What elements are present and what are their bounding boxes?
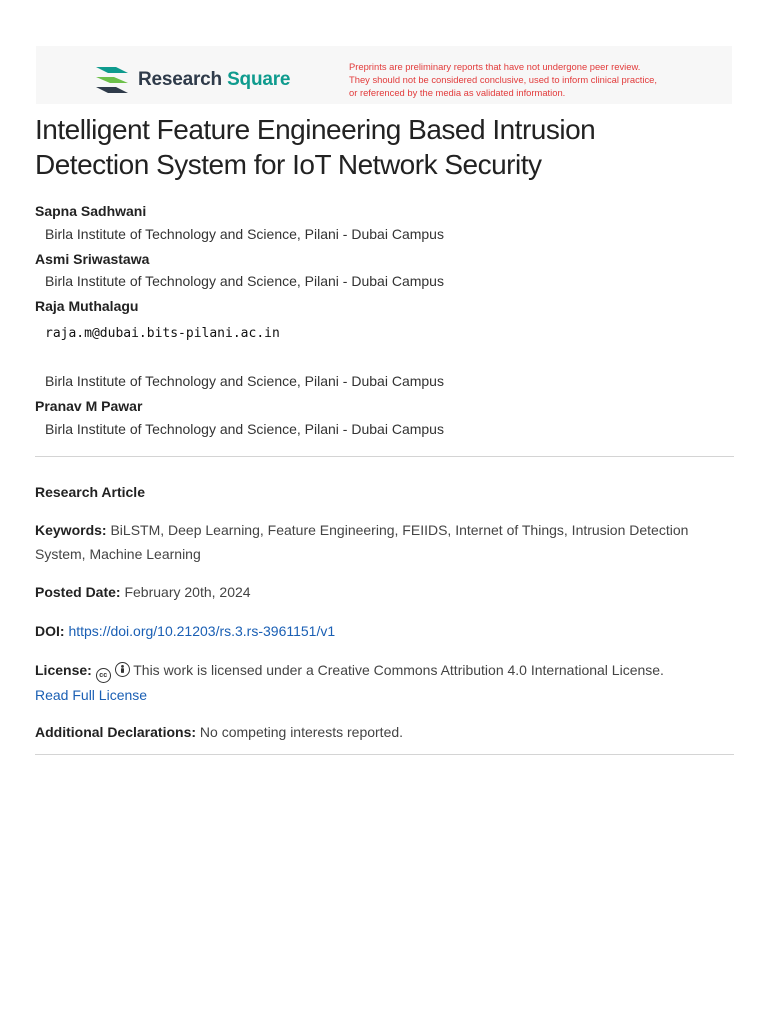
author-name: Raja Muthalagu [35,298,139,314]
posted-date-label: Posted Date: [35,584,121,600]
doi-label: DOI: [35,623,65,639]
declarations-value: No competing interests reported. [199,724,404,740]
posted-date-value: February 20th, 2024 [124,584,251,600]
logo-word-square: Square [227,69,291,90]
author-email[interactable]: raja.m@dubai.bits-pilani.ac.in [45,326,280,341]
notice-line: Preprints are preliminary reports that have not undergone peer review. [349,61,641,72]
section-divider [35,754,734,755]
preprint-notice [349,60,657,99]
license-label: License: [35,662,92,678]
author-affiliation: Birla Institute of Technology and Science, Pilani - Dubai Campus [45,373,444,389]
article-type-label: Research Article [35,484,145,500]
notice-line: or referenced by the media as validated information. [349,87,566,98]
author-affiliation: Birla Institute of Technology and Science, Pilani - Dubai Campus [45,226,444,242]
author-name: Pranav M Pawar [35,398,143,414]
keywords [35,518,725,566]
article-type [35,480,725,504]
keywords-label: Keywords: [35,522,107,538]
additional-declarations [35,720,725,744]
creative-commons-icon: cc [96,668,111,683]
read-full-license-link[interactable]: Read Full License [35,687,148,703]
doi-link[interactable]: https://doi.org/10.21203/rs.3.rs-3961151/v1 [68,623,336,639]
section-divider [35,456,734,457]
preprint-banner [36,46,732,104]
author-affiliation: Birla Institute of Technology and Science, Pilani - Dubai Campus [45,421,444,437]
logo-wordmark [138,69,290,91]
research-square-logo[interactable] [94,64,290,96]
logo-word-research: Research [138,69,222,90]
attribution-person-icon [115,662,130,677]
declarations-label: Additional Declarations: [35,724,197,740]
paper-title [35,112,735,182]
doi [35,619,725,643]
author-name: Asmi Sriwastawa [35,251,150,267]
license [35,658,725,707]
notice-line: They should not be considered conclusive, used to inform clinical practice, [349,74,657,85]
attribution-person-glyph [116,663,129,676]
paper-title-line: Detection System for IoT Network Security [35,149,542,180]
paper-title-line: Intelligent Feature Engineering Based Intrusion [35,114,596,145]
keywords-value: BiLSTM, Deep Learning, Feature Engineering, FEIIDS, Internet of Things, Intrusion Detection System, Machine Learning [35,522,689,562]
license-text: This work is licensed under a Creative Commons Attribution 4.0 International License. [133,662,664,678]
author-name: Sapna Sadhwani [35,203,147,219]
research-square-logo-icon [94,65,130,95]
author-affiliation: Birla Institute of Technology and Science, Pilani - Dubai Campus [45,273,444,289]
posted-date [35,580,725,604]
